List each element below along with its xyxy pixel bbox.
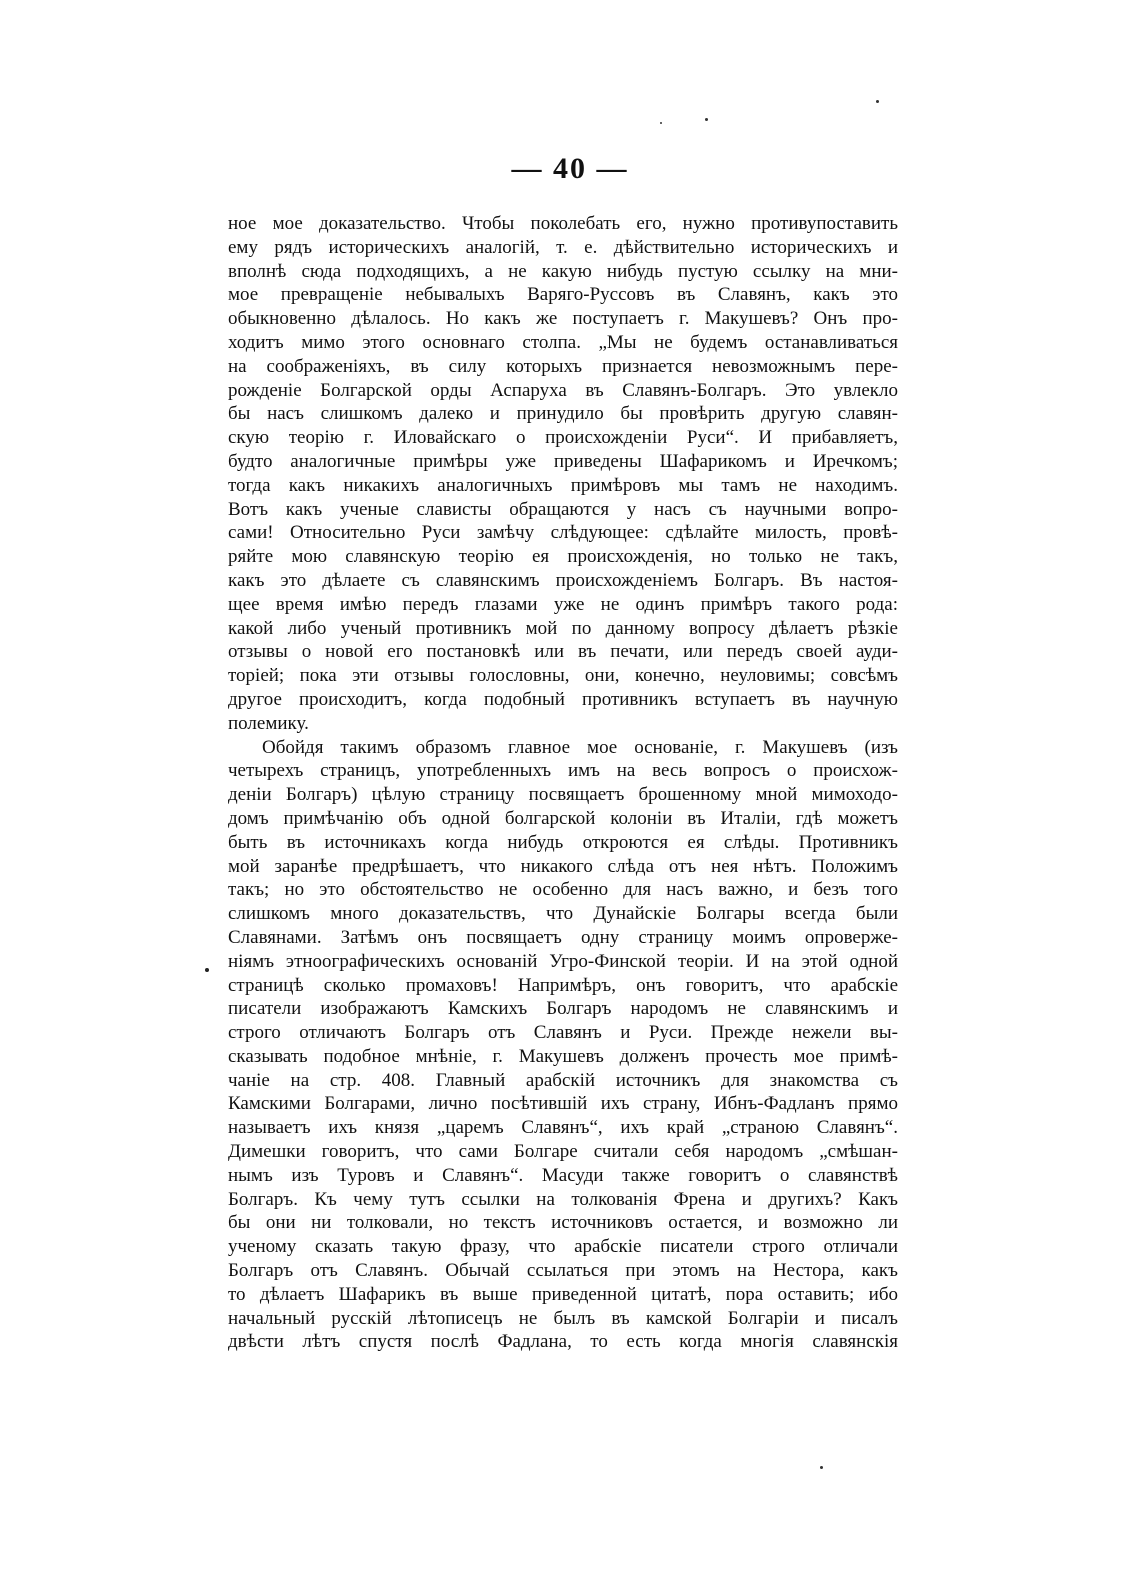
text-line: страницѣ сколько промаховъ! Напримѣръ, онъ говоритъ, что арабскіе bbox=[228, 974, 898, 996]
text-line: какой либо ученый противникъ мой по данному вопросу дѣлаетъ рѣзкіе bbox=[228, 617, 898, 639]
text-line: мой заранѣе предрѣшаетъ, что никакого слѣда отъ нея нѣтъ. Положимъ bbox=[228, 855, 898, 877]
text-line: такъ; но это обстоятельство не особенно для насъ важно, и безъ того bbox=[228, 879, 898, 901]
text-line: называетъ ихъ князя „царемъ Славянъ“, ихъ край „страною Славянъ“. bbox=[228, 1117, 898, 1139]
margin-mark bbox=[205, 968, 209, 972]
text-line: скую теорію г. Иловайскаго о происхожденіи Руси“. И прибавляетъ, bbox=[228, 427, 898, 449]
text-line: рожденіе Болгарской орды Аспаруха въ Славянъ-Болгаръ. Это увлекло bbox=[228, 379, 898, 401]
text-line: какъ это дѣлаете съ славянскимъ происхожденіемъ Болгаръ. Въ настоя- bbox=[228, 569, 898, 591]
text-line: писатели изображаютъ Камскихъ Болгаръ народомъ не славянскимъ и bbox=[228, 998, 898, 1020]
text-line: вполнѣ сюда подходящихъ, а не какую нибудь пустую ссылку на мни- bbox=[228, 260, 898, 282]
text-line: чаніе на стр. 408. Главный арабскій источникъ для знакомства съ bbox=[228, 1069, 898, 1091]
paragraph-end-line: полемику. bbox=[228, 712, 309, 734]
text-line: будто аналогичные примѣры уже приведены Шафарикомъ и Иречкомъ; bbox=[228, 450, 898, 472]
text-line: Славянами. Затѣмъ онъ посвящаетъ одну страницу моимъ опроверже- bbox=[228, 926, 898, 948]
text-line: быть въ источникахъ когда нибудь откроются ея слѣды. Противникъ bbox=[228, 831, 898, 853]
text-line: на соображеніяхъ, въ силу которыхъ признается невозможнымъ пере- bbox=[228, 355, 898, 377]
text-line: отзывы о новой его постановкѣ или въ печати, или передъ своей ауди- bbox=[228, 641, 898, 663]
text-line: домъ примѣчанію объ одной болгарской колоніи въ Италіи, гдѣ можетъ bbox=[228, 807, 898, 829]
text-line: бы насъ слишкомъ далеко и принудило бы провѣрить другую славян- bbox=[228, 403, 898, 425]
text-line: начальный русскій лѣтописецъ не былъ въ камской Болгаріи и писалъ bbox=[228, 1307, 898, 1329]
scan-speck bbox=[820, 1466, 823, 1469]
text-line: Болгаръ отъ Славянъ. Обычай ссылаться при этомъ на Нестора, какъ bbox=[228, 1260, 898, 1282]
text-line: другое происходитъ, когда подобный противникъ вступаетъ въ научную bbox=[228, 688, 898, 710]
text-line: строго отличаютъ Болгаръ отъ Славянъ и Руси. Прежде нежели вы- bbox=[228, 1022, 898, 1044]
scan-speck bbox=[705, 118, 708, 121]
text-line: бы они ни толковали, но текстъ источниковъ остается, и возможно ли bbox=[228, 1212, 898, 1234]
text-line: тогда какъ никакихъ аналогичныхъ примѣровъ мы тамъ не находимъ. bbox=[228, 474, 898, 496]
text-line: Димешки говоритъ, что сами Болгаре считали себя народомъ „смѣшан- bbox=[228, 1141, 898, 1163]
text-line: нымъ изъ Туровъ и Славянъ“. Масуди также говоритъ о славянствѣ bbox=[228, 1164, 898, 1186]
text-line: Вотъ какъ ученые слависты обращаются у насъ съ научными вопро- bbox=[228, 498, 898, 520]
text-line: ходитъ мимо этого основнаго столпа. „Мы не будемъ останавливаться bbox=[228, 331, 898, 353]
text-line: сказывать подобное мнѣніе, г. Макушевъ долженъ прочесть мое примѣ- bbox=[228, 1045, 898, 1067]
text-line: ученому сказать такую фразу, что арабскіе писатели строго отличали bbox=[228, 1236, 898, 1258]
text-line: слишкомъ много доказательствъ, что Дунайскіе Болгары всегда были bbox=[228, 903, 898, 925]
text-line: ніямъ этноографическихъ основаній Угро-Финской теоріи. И на этой одной bbox=[228, 950, 898, 972]
text-line: мое превращеніе небывалыхъ Варяго-Руссовъ въ Славянъ, какъ это bbox=[228, 284, 898, 306]
text-line: торіей; пока эти отзывы голословны, они, конечно, неуловимы; совсѣмъ bbox=[228, 665, 898, 687]
text-line: то дѣлаетъ Шафарикъ въ выше приведенной цитатѣ, пора оставить; ибо bbox=[228, 1283, 898, 1305]
text-line: щее время имѣю передъ глазами уже не одинъ примѣръ такого рода: bbox=[228, 593, 898, 615]
text-line: обыкновенно дѣлалось. Но какъ же поступаетъ г. Макушевъ? Онъ про- bbox=[228, 308, 898, 330]
paragraph-start-line: Обойдя такимъ образомъ главное мое основаніе, г. Макушевъ (изъ bbox=[262, 736, 898, 758]
text-line: Болгаръ. Къ чему тутъ ссылки на толкованія Френа и другихъ? Какъ bbox=[228, 1188, 898, 1210]
page-number: — 40 — bbox=[511, 152, 629, 185]
text-line: деніи Болгаръ) цѣлую страницу посвящаетъ брошенному мной мимоходо- bbox=[228, 784, 898, 806]
text-line: Камскими Болгарами, лично посѣтившій ихъ страну, Ибнъ-Фадланъ прямо bbox=[228, 1093, 898, 1115]
text-line: ное мое доказательство. Чтобы поколебать его, нужно противупоставить bbox=[228, 213, 898, 234]
text-line: сами! Относительно Руси замѣчу слѣдующее: сдѣлайте милость, провѣ- bbox=[228, 522, 898, 544]
text-line: ему рядъ историческихъ аналогій, т. е. дѣйствительно историческихъ и bbox=[228, 236, 898, 258]
body-text bbox=[228, 212, 898, 1354]
text-line: двѣсти лѣтъ спустя послѣ Фадлана, то есть когда многія славянскія bbox=[228, 1331, 898, 1353]
text-line: четырехъ страницъ, употребленныхъ имъ на весь вопросъ о происхож- bbox=[228, 760, 898, 782]
scan-speck bbox=[876, 100, 879, 103]
scan-speck bbox=[660, 122, 662, 124]
text-line: ряйте мою славянскую теорію ея происхожденія, но только не такъ, bbox=[228, 546, 898, 568]
